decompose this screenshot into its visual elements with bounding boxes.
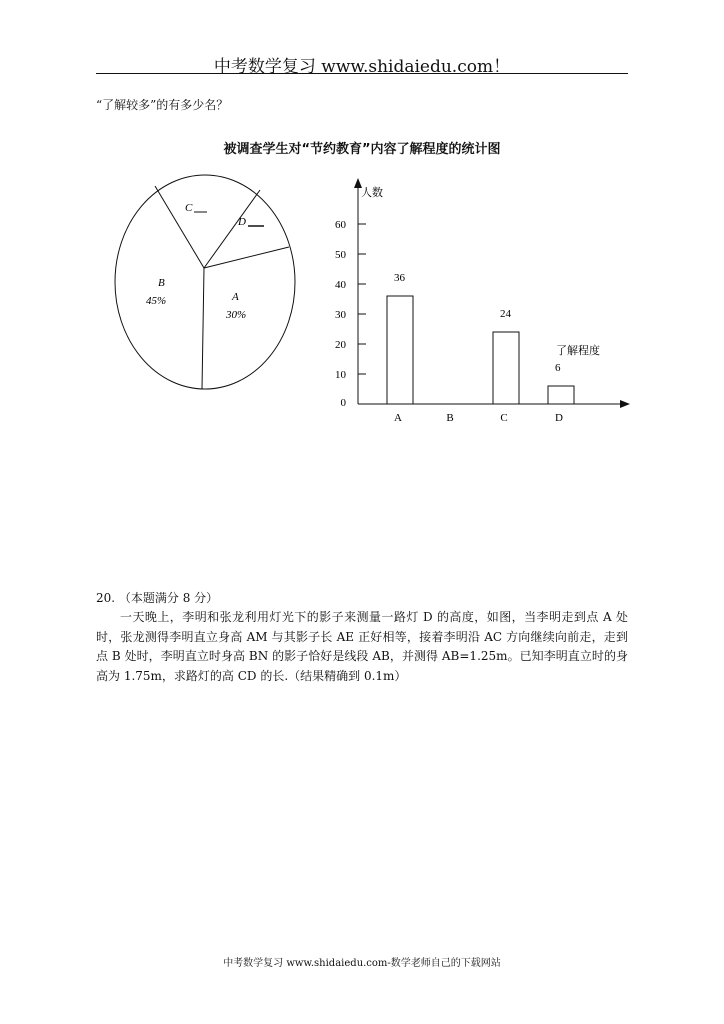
bar-chart: [335, 178, 630, 424]
bar-value-label: 36: [394, 272, 405, 284]
y-tick-label: 40: [335, 279, 346, 291]
problem-20-body: 一天晚上，李明和张龙利用灯光下的影子来测量一路灯 D 的高度，如图，当李明走到点 A 处时，张龙测得李明直立身高 AM 与其影子长 AE 正好相等，接着李明沿 AC 方向继续向前走，走到点 B 处时，李明直立时身高 BN 的影子恰好是线段 AB，并测得 AB=1.25m。已知李明直立时的身高为 1.75m，求路灯的高 CD 的长.（结果精确到 0.1m）: [96, 610, 628, 683]
category-label: A: [394, 412, 402, 424]
bar-a: [387, 296, 413, 404]
question-fragment: “了解较多”的有多少名？: [96, 98, 229, 112]
y-axis-label: 人数: [361, 186, 383, 199]
pie-divider-bc: [155, 186, 204, 268]
y-tick-label: 0: [340, 397, 346, 409]
pie-label-d: D: [238, 216, 246, 228]
y-tick-label: 30: [335, 309, 346, 321]
pie-divider-ab: [202, 268, 204, 389]
bar-c: [493, 332, 519, 404]
category-label: B: [446, 412, 454, 424]
y-tick-label: 50: [335, 249, 346, 261]
page-footer: 中考数学复习 www.shidaiedu.com-数学老师自己的下载网站: [223, 958, 501, 969]
pie-outline: [115, 175, 295, 389]
pie-chart: [115, 175, 295, 389]
pie-label-c: C: [185, 202, 193, 214]
chart-title: 被调查学生对“节约教育”内容了解程度的统计图: [223, 142, 501, 157]
pie-label-b: B: [158, 277, 165, 289]
y-tick-label: 20: [335, 339, 346, 351]
category-label: C: [500, 412, 508, 424]
pie-percent-b: 45%: [146, 295, 167, 307]
category-label: D: [555, 412, 563, 424]
statistics-figure: [0, 0, 724, 440]
bar-value-label: 24: [500, 308, 511, 320]
page-header: 中考数学复习 www.shidaiedu.com！: [213, 57, 511, 77]
y-tick-label: 10: [335, 369, 346, 381]
pie-percent-a: 30%: [226, 309, 247, 321]
problem-20-heading: 20. （本题满分 8 分）: [96, 591, 219, 605]
x-axis-arrow: [620, 400, 630, 408]
y-tick-label: 60: [335, 219, 346, 231]
bar-d: [548, 386, 574, 404]
bar-value-label: 6: [555, 362, 561, 374]
pie-label-a: A: [232, 291, 239, 303]
x-axis-label: 了解程度: [556, 344, 600, 357]
